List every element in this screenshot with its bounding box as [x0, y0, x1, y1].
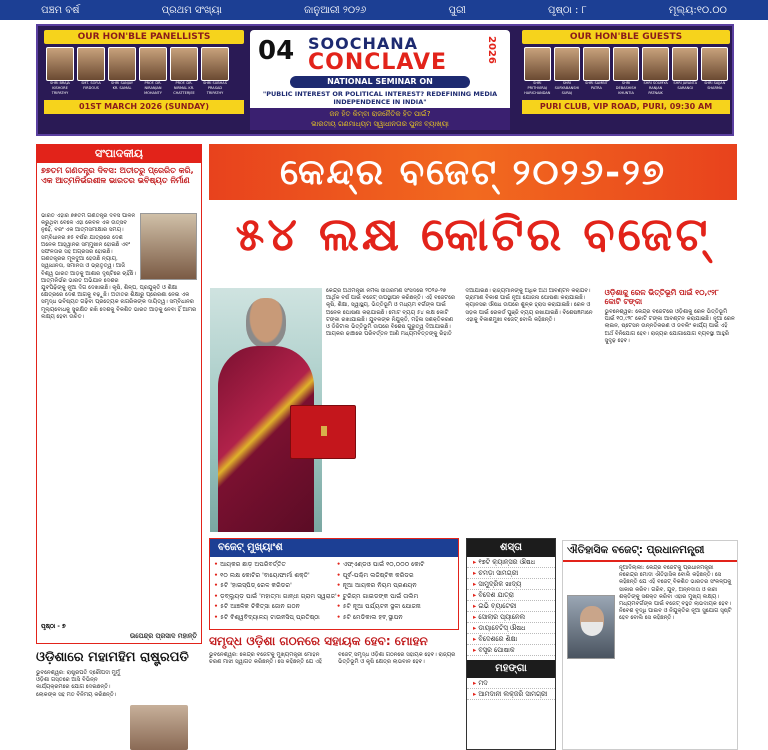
panelist-photo	[170, 47, 198, 81]
masthead-bar	[0, 0, 768, 20]
highlight-item: • ଏଫ୍‌ଏଣ୍ଡଓ ପାଇଁ ୧୦,୦୦୦ କୋଟି	[337, 560, 454, 571]
cheaper-item: ▸ ବିଦେଶରେ ଶିକ୍ଷା	[467, 634, 555, 645]
editorial-body	[37, 213, 201, 618]
panelist-name: PROF. DR. NIRANJAN MOHANTY	[144, 81, 162, 95]
price-box	[466, 538, 556, 750]
costlier-head: ମହଙ୍ଗା	[467, 660, 555, 678]
event-venue: PURI CLUB, VIP ROAD, PURI, 09:30 AM	[522, 100, 730, 114]
budget-banner-text: କେନ୍ଦ୍ର ବଜେଟ୍ ୨୦୨୬-୨୭	[280, 150, 666, 193]
edition-number: 04	[258, 36, 295, 66]
guest-photo	[524, 47, 551, 81]
highlight-item: • ୫ଟି ବିଶ୍ୱବିଦ୍ୟାଳୟ ଟାଉନସିପ୍ ପ୍ରତିଷ୍ଠା	[214, 613, 337, 624]
issue-place: ପୁରୀ	[448, 4, 466, 16]
highlight-item: • ଆୟକର ଛାଡ଼ ଅପରିବର୍ତ୍ତିତ	[214, 560, 337, 571]
panelist-name: SHRI SUBHAS PRASAD TRIPATHY	[203, 81, 227, 95]
panelist-photo	[201, 47, 229, 81]
panelist-photo	[46, 47, 74, 81]
logo-title-top: SOOCHANA	[308, 34, 419, 53]
editorial-author: ଉପେନ୍ଦ୍ର ପ୍ରସାଦ ମହାନ୍ତି	[129, 632, 197, 640]
guest-name: SHRI JAYANTA SARANGI	[673, 81, 698, 90]
odisha-subhead: ଓଡ଼ିଶାକୁ ରେଳ ଭିତ୍ତିଭୂମି ପାଇଁ ୧୦,୯୨୮ କୋଟି ଟଙ୍କା	[604, 288, 719, 306]
costlier-item: ▸ ମଦ	[467, 678, 555, 689]
cheaper-item: ▸ ୧୭ଟି କ୍ୟାନ୍ସର ଔଷଧ	[467, 557, 555, 568]
highlight-item: • ଟୁରିଜ୍‌ମ ଗାଇଡଙ୍କ ପାଇଁ ତାଲିମ	[337, 592, 454, 603]
panelist-name: SHRI BRAJA KISHORE TRIPATHY	[50, 81, 70, 95]
highlights-right	[337, 560, 454, 623]
guest-photo	[554, 47, 581, 81]
cheaper-item: ▸ ବସ୍ତ୍ର ପୋଷାକ	[467, 645, 555, 656]
costlier-item: ▸ ଆମଦାନୀ ଲକ୍ଜରି ସାମଗ୍ରୀ	[467, 689, 555, 700]
seminar-label: NATIONAL SEMINAR ON	[290, 76, 470, 88]
guest-photo	[701, 47, 728, 81]
cheaper-item: ▸ ଡାୟାବେଟିସ୍ ଔଷଧ	[467, 623, 555, 634]
highlight-item: • ୫ଟି 'ହାଇସ୍ପିଡ୍ ରେଳ କରିଡର'	[214, 581, 337, 592]
guest-name: SHRI SOUMYA RANJAN PATNAIK	[643, 81, 668, 95]
budget-headline-text: ୫୪ ଲକ୍ଷ କୋଟିର ବଜେଟ୍	[235, 207, 711, 261]
panelist-name: SMT. SOFIA FIRDOUS	[81, 81, 101, 90]
guest-photos	[522, 44, 730, 81]
highlights-head: ବଜେଟ୍ ମୁଖ୍ୟାଂଶ	[210, 539, 458, 557]
cheaper-item: ▸ ସୋଲାର ପ୍ୟାନେଲ	[467, 612, 555, 623]
guest-name: SHRI SAMBIT PATRA	[585, 81, 608, 90]
pm-story	[562, 540, 738, 750]
event-date: 01ST MARCH 2026 (SUNDAY)	[44, 100, 244, 114]
budget-highlights	[209, 538, 459, 630]
panelist-name: SHRI SANJAY KR. SAMAL	[111, 81, 133, 90]
mohan-body: ଭୁବନେଶ୍ୱର: କେନ୍ଦ୍ର ବଜେଟକୁ ମୁଖ୍ୟମନ୍ତ୍ରୀ ମୋହନ ଚରଣ ମାଝୀ ସ୍ୱାଗତ କରିଛନ୍ତି। ସେ କହିଛନ୍ତି ଯେ ଏହି ବଜେଟ୍ ସମୃଦ୍ଧ ଓଡ଼ିଶା ଗଠନରେ ସହାୟକ ହେବ। ରାଜ୍ୟର ଭିତ୍ତିଭୂମି ଓ କୃଷି କ୍ଷେତ୍ର ଲାଭବାନ ହେବ।	[209, 652, 456, 666]
budget-article	[326, 288, 736, 534]
panelist-names	[44, 81, 244, 96]
cheaper-item: ▸ ଇଭି ବ୍ୟାଟେରୀ	[467, 601, 555, 612]
guest-name: SHRI SURYABANSHI SURAJ	[554, 81, 580, 95]
guest-name: SHRI PRITHVIRAJ HARICHANDAN	[524, 81, 551, 95]
panelists-title: OUR HON'BLE PANELLISTS	[44, 30, 244, 44]
mohan-title: ସମୃଦ୍ଧ ଓଡ଼ିଶା ଗଠନରେ ସହାୟକ ହେବ: ମୋହନ	[209, 634, 428, 648]
pm-title: ଐତିହାସିକ ବଜେଟ୍: ପ୍ରଧାନମନ୍ତ୍ରୀ	[563, 541, 737, 562]
editorial-column	[36, 144, 202, 644]
guests-block	[522, 30, 730, 114]
seminar-odia	[250, 108, 510, 130]
guest-photo	[613, 47, 640, 81]
price: ମୂଲ୍ୟ:୧୦.୦୦	[668, 4, 727, 16]
guest-photo	[672, 47, 699, 81]
editorial-title: ୭୭ତମ ଗଣତନ୍ତ୍ର ଦିବସ: ଅତୀତରୁ ପ୍ରେରିତ କରି, ଏକ ଆତ୍ମନିର୍ଭରଶୀଳ ଭାରତର ଭବିଷ୍ୟତ ନିର୍ମାଣ	[41, 166, 194, 185]
highlight-item: • ନୂଆ ଆୟକର ନିୟମ ପ୍ରଣୟନ	[337, 581, 454, 592]
odisha-text: ଭୁବନେଶ୍ୱର: କେନ୍ଦ୍ର ବଜେଟରେ ଓଡ଼ିଶାକୁ ରେଳ ଭିତ୍ତିଭୂମି ପାଇଁ ୧୦,୯୨୮ କୋଟି ଟଙ୍କା ଆବଣ୍ଟନ କରାଯାଇଛି। ନୂଆ ରେଳ ଲାଇନ, ଷ୍ଟେସନ ଉନ୍ନତିକରଣ ଓ ଡବଲିଂ କାର୍ଯ୍ୟ ପାଇଁ ଏହି ଅର୍ଥ ବିନିଯୋଗ ହେବ। ରାଜ୍ୟର ଯୋଗାଯୋଗ ବ୍ୟବସ୍ଥା ଆହୁରି ସୁଦୃଢ଼ ହେବ।	[604, 309, 735, 344]
cheaper-item: ▸ ଚମଡ଼ା ସାମଗ୍ରୀ	[467, 568, 555, 579]
conclave-banner	[36, 24, 734, 136]
pm-photo	[567, 595, 615, 659]
issue-date: ଜାନୁଆରୀ ୨୦୨୬	[304, 4, 367, 16]
logo-year: 2026	[486, 36, 497, 64]
panelist-photo	[139, 47, 167, 81]
president-photo	[130, 705, 188, 750]
cheaper-item: ▸ ବିଦେଶ ଯାତ୍ରା	[467, 590, 555, 601]
guests-title: OUR HON'BLE GUESTS	[522, 30, 730, 44]
pm-text: ନୂଆଦିଲ୍ଲୀ: କେନ୍ଦ୍ର ବଜେଟକୁ ପ୍ରଧାନମନ୍ତ୍ରୀ ନରେନ୍ଦ୍ର ମୋଦୀ ଐତିହାସିକ ବୋଲି କହିଛନ୍ତି। ସେ କହିଛନ୍ତି ଯେ ଏହି ବଜେଟ୍ ବିକଶିତ ଭାରତର ସଂକଳ୍ପକୁ ସାକାର କରିବ। ଗରିବ, ଯୁବ, ଅନ୍ନଦାତା ଓ ନାରୀ ଶକ୍ତିଙ୍କୁ ସଶକ୍ତ କରିବା ଏହାର ମୁଖ୍ୟ ଲକ୍ଷ୍ୟ। ମଧ୍ୟମବର୍ଗଙ୍କ ପାଇଁ ବଜେଟ୍ ବହୁତ ଲାଭଦାୟକ ହେବ। ନିବେଶ ବୃଦ୍ଧି ପାଇବ ଓ ନିଯୁକ୍ତିର ନୂଆ ସୁଯୋଗ ସୃଷ୍ଟି ହେବ ବୋଲି ସେ କହିଛନ୍ତି।	[619, 565, 732, 622]
pm-body	[563, 562, 737, 748]
continued-label: ପୃଷ୍ଠା - ୭	[41, 623, 66, 630]
page-count: ପୃଷ୍ଠା : ୮	[547, 4, 587, 16]
panelist-photo	[108, 47, 136, 81]
cheaper-item: ▸ ସାମୁଦ୍ରିକ ଖାଦ୍ୟ	[467, 579, 555, 590]
editorial-text: ଭାରତ ଏହାର ୭୭ତମ ଗଣତନ୍ତ୍ର ଦିବସ ପାଳନ କରୁଥିବା ବେଳେ ଏହା କେବଳ ଏକ ଉତ୍ସବ ନୁହେଁ, ବରଂ ଏକ ଆତ୍ମସମୀକ୍ଷାର ସମୟ। ସମ୍ବିଧାନର ୭୫ ବର୍ଷର ଯାତ୍ରାରେ ଦେଶ ଅନେକ ଆହ୍ୱାନର ସମ୍ମୁଖୀନ ହୋଇଛି ଏବଂ ସଫଳତାର ସହ ଅଗ୍ରସର ହୋଇଛି। ଗଣତନ୍ତ୍ରର ମୂଳଦୁଆ ହେଉଛି ନ୍ୟାୟ, ସ୍ୱାଧୀନତା, ସମାନତା ଓ ଭ୍ରାତୃତ୍ୱ। ଆଜି ବିଶ୍ୱ ଭାରତ ଆଡ଼କୁ ଆଶାର ଦୃଷ୍ଟିରେ ଚାହିଁଛି। ଆତ୍ମନିର୍ଭର ଭାରତ ଅଭିଯାନ ଦେଶର ଯୁବପିଢ଼ିଙ୍କୁ ନୂଆ ଦିଗ ଦେଖାଇଛି। କୃଷି, ଶିଳ୍ପ, ପ୍ରଯୁକ୍ତି ଓ ଶିକ୍ଷା କ୍ଷେତ୍ରରେ ଦେଶ ଆଗକୁ ବଢ଼ୁଛି। ଅତୀତର ଶିକ୍ଷାରୁ ପ୍ରେରଣା ନେଇ ଏକ ସମୃଦ୍ଧ ଭବିଷ୍ୟତ ଗଢ଼ିବା ପ୍ରତ୍ୟେକ ନାଗରିକଙ୍କ ଦାୟିତ୍ୱ। ସମ୍ବିଧାନର ମୂଲ୍ୟବୋଧକୁ ସୁରକ୍ଷିତ ରଖି ଦେଶକୁ ବିକଶିତ ଭାରତ ଆଡ଼କୁ ନେବା ହିଁ ଆମର ଲକ୍ଷ୍ୟ ହେବା ଉଚିତ।	[41, 213, 197, 320]
president-title: ଓଡ଼ିଶାରେ ମହାମହିମ ରାଷ୍ଟ୍ରପତି	[36, 650, 189, 665]
seminar-odia-line1: ଜନ ହିତ କିମ୍ବା ରାଜନୈତିକ ହିତ ପାଇଁ?	[329, 110, 431, 118]
panelists-block	[44, 30, 244, 114]
highlight-item: • ପୂର୍ବ-ପଶ୍ଚିମ ଲଜିଷ୍ଟିକ କରିଡର	[337, 571, 454, 582]
cheaper-head: ଶସ୍ତା	[467, 539, 555, 557]
guest-photo	[642, 47, 669, 81]
costlier-list	[467, 678, 555, 700]
seminar-odia-line2: ଭାରତୀୟ ଗଣମାଧ୍ୟମ ସ୍ୱାଧୀନତାର ପୁନଃ ବ୍ୟାଖ୍ୟା	[311, 120, 449, 128]
budget-banner	[209, 144, 737, 200]
issue-number: ପ୍ରଥମ ସଂଖ୍ୟା	[161, 4, 222, 16]
edition-year: ପଞ୍ଚମ ବର୍ଷ	[41, 4, 80, 16]
budget-headline	[209, 203, 737, 267]
mohan-story	[209, 634, 461, 750]
fm-head	[246, 298, 286, 348]
cheaper-list	[467, 557, 555, 656]
guest-name: SHRI SAJJAN SHARMA	[704, 81, 726, 90]
highlight-item: • ୫ଟି ମେଡିକାଲ ହବ୍ ସ୍ଥାପନ	[337, 613, 454, 624]
budget-article-text: କେନ୍ଦ୍ର ଅର୍ଥମନ୍ତ୍ରୀ ନିର୍ମଳା ସୀତାରମଣ ସଂସଦରେ ୨୦୨୬-୨୭ ଆର୍ଥିକ ବର୍ଷ ପାଇଁ ବଜେଟ୍ ଉପସ୍ଥାପନ କରିଛନ୍ତି। ଏହି ବଜେଟରେ କୃଷି, ଶିକ୍ଷା, ସ୍ୱାସ୍ଥ୍ୟ, ଭିତ୍ତିଭୂମି ଓ ମଧ୍ୟମ ବର୍ଗଙ୍କ ପାଇଁ ଅନେକ ଘୋଷଣା କରାଯାଇଛି। ମୋଟ ବ୍ୟୟ ୫୪ ଲକ୍ଷ କୋଟି ଟଙ୍କା ରଖାଯାଇଛି। ଯୁବକଙ୍କ ନିଯୁକ୍ତି, ମହିଳା ସଶକ୍ତିକରଣ ଓ ଡିଜିଟାଲ ଭିତ୍ତିଭୂମି ଉପରେ ବିଶେଷ ଗୁରୁତ୍ୱ ଦିଆଯାଇଛି। ଆୟକର ଢାଞ୍ଚାରେ ପରିବର୍ତ୍ତନ ଆଣି ମଧ୍ୟମବିତ୍ତଙ୍କୁ ରିହାତି ଦିଆଯାଇଛି। ରାଜ୍ୟମାନଙ୍କୁ ଅଧିକ ଅର୍ଥ ଆବଣ୍ଟନ କରାଯିବ। ଗ୍ରାମୀଣ ବିକାଶ ପାଇଁ ନୂଆ ଯୋଜନା ଘୋଷଣା କରାଯାଇଛି। କ୍ୟାନସର ଔଷଧ ଉପରେ ଶୁଳ୍କ ହ୍ରାସ କରାଯାଇଛି। ରେଳ ଓ ସଡ଼କ ପାଇଁ ରେକର୍ଡ ପୁଞ୍ଜି ବ୍ୟୟ ରଖାଯାଇଛି। ବିଶେଷଜ୍ଞମାନେ ଏହାକୁ ବିକାଶମୁଖୀ ବଜେଟ୍ ବୋଲି କହିଛନ୍ତି।	[326, 288, 593, 338]
seminar-question: "PUBLIC INTEREST OR POLITICAL INTEREST? REDEFINING MEDIA INDEPENDENCE IN INDIA"	[262, 90, 498, 106]
pm-beard	[581, 622, 603, 636]
author-photo	[140, 213, 197, 280]
highlight-item: • ୧୦ ଲକ୍ଷ କୋଟିର 'ବାୟୋଫାର୍ମା ଶକ୍ତି'	[214, 571, 337, 582]
highlights-left	[214, 560, 337, 623]
president-body: ଭୁବନେଶ୍ୱର: ରାଷ୍ଟ୍ରପତି ଦ୍ରୌପଦୀ ମୁର୍ମୁ ଓଡ଼ିଶା ଗସ୍ତରେ ଆସି ବିଭିନ୍ନ କାର୍ଯ୍ୟକ୍ରମରେ ଯୋଗ ଦେଇଛନ୍ତି। ଲୋକଙ୍କ ସହ ମତ ବିନିମୟ କରିଛନ୍ତି।	[36, 670, 120, 698]
panelist-name: PROF. DR. NIRMAL KR. CHATTERJEE	[173, 81, 195, 95]
panelist-photos	[44, 44, 244, 81]
guest-name: SHRI DEBASHISH KHUNTIA	[615, 81, 637, 95]
logo-title-main: CONCLAVE	[308, 50, 448, 75]
guest-names	[522, 81, 730, 96]
editorial-head: ସଂପାଦକୀୟ	[37, 145, 201, 163]
panelist-photo	[77, 47, 105, 81]
highlight-item: • ୫ଟି ଆଞ୍ଚଳିକ ଚିକିତ୍ସା ଜୋନ ଗଠନ	[214, 602, 337, 613]
conclave-logo	[250, 30, 510, 130]
guest-photo	[583, 47, 610, 81]
highlight-item: • ୫ଟି ନୂଆ ପର୍ଯ୍ୟଟନ ସ୍ଥଳୀ ଯୋଜନା	[337, 602, 454, 613]
highlight-item: • ଡ଼ବ୍ଲ୍ୟୁଡ଼ ପାଇଁ 'ମହାତ୍ମା ଗାନ୍ଧୀ ଗ୍ରାମ ସ୍ୱରାଜ'	[214, 592, 337, 603]
